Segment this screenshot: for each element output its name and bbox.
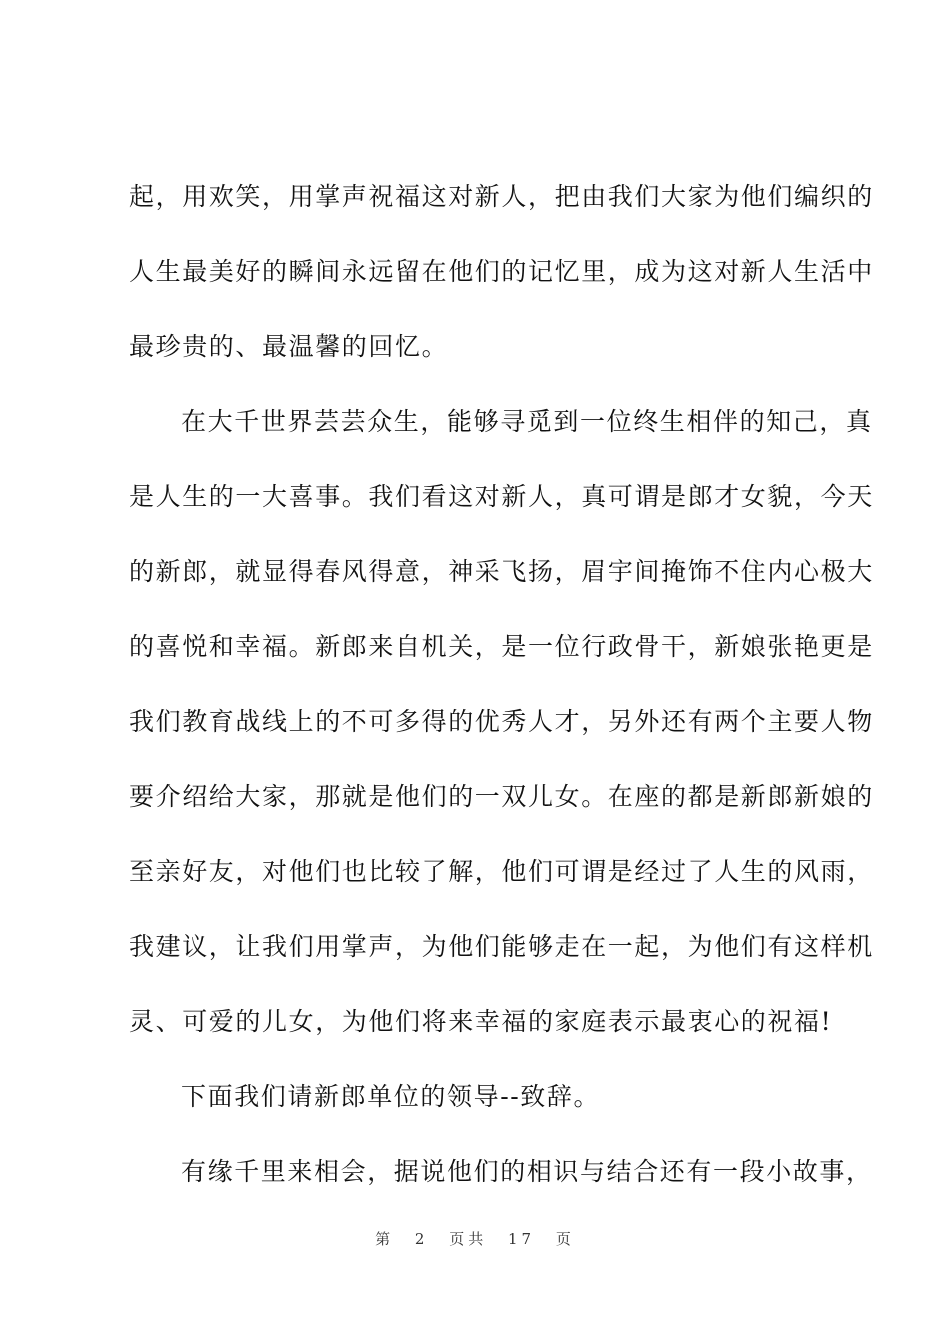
text-line: 要介绍给大家，那就是他们的一双儿女。在座的都是新郎新娘的: [129, 782, 874, 811]
text-line: 起，用欢笑，用掌声祝福这对新人，把由我们大家为他们编织的: [129, 182, 874, 211]
footer-label-ye: 页: [555, 1230, 575, 1248]
footer-total-pages: 17: [508, 1230, 536, 1248]
text-line: 在大千世界芸芸众生，能够寻觅到一位终生相伴的知己，真: [181, 407, 873, 436]
footer-label-ye-gong: 页共: [449, 1230, 488, 1248]
paragraph-1: [129, 172, 874, 372]
text-line: 是人生的一大喜事。我们看这对新人，真可谓是郎才女貌，今天: [129, 482, 874, 511]
text-line: 有缘千里来相会，据说他们的相识与结合还有一段小故事，: [181, 1157, 873, 1186]
text-line: 的新郎，就显得春风得意，神采飞扬，眉宇间掩饰不住内心极大: [129, 557, 874, 586]
text-line: 灵、可爱的儿女，为他们将来幸福的家庭表示最衷心的祝福!: [129, 1007, 833, 1036]
footer-page-number: 2: [414, 1230, 429, 1248]
text-line: 至亲好友，对他们也比较了解，他们可谓是经过了人生的风雨，: [129, 857, 874, 886]
text-line: 我建议，让我们用掌声，为他们能够走在一起，为他们有这样机: [129, 932, 874, 961]
paragraph-2: [129, 397, 874, 1047]
page-footer: [0, 1228, 950, 1249]
text-line: 的喜悦和幸福。新郎来自机关，是一位行政骨干，新娘张艳更是: [129, 632, 874, 661]
document-body: [129, 172, 874, 1222]
text-line: 人生最美好的瞬间永远留在他们的记忆里，成为这对新人生活中: [129, 257, 874, 286]
text-line: 最珍贵的、最温馨的回忆。: [129, 332, 449, 361]
paragraph-3: [129, 1072, 843, 1122]
text-line: 下面我们请新郎单位的领导--致辞。: [181, 1082, 601, 1111]
text-line: 我们教育战线上的不可多得的优秀人才，另外还有两个主要人物: [129, 707, 874, 736]
paragraph-4: [129, 1147, 873, 1197]
footer-label-di: 第: [375, 1230, 395, 1248]
